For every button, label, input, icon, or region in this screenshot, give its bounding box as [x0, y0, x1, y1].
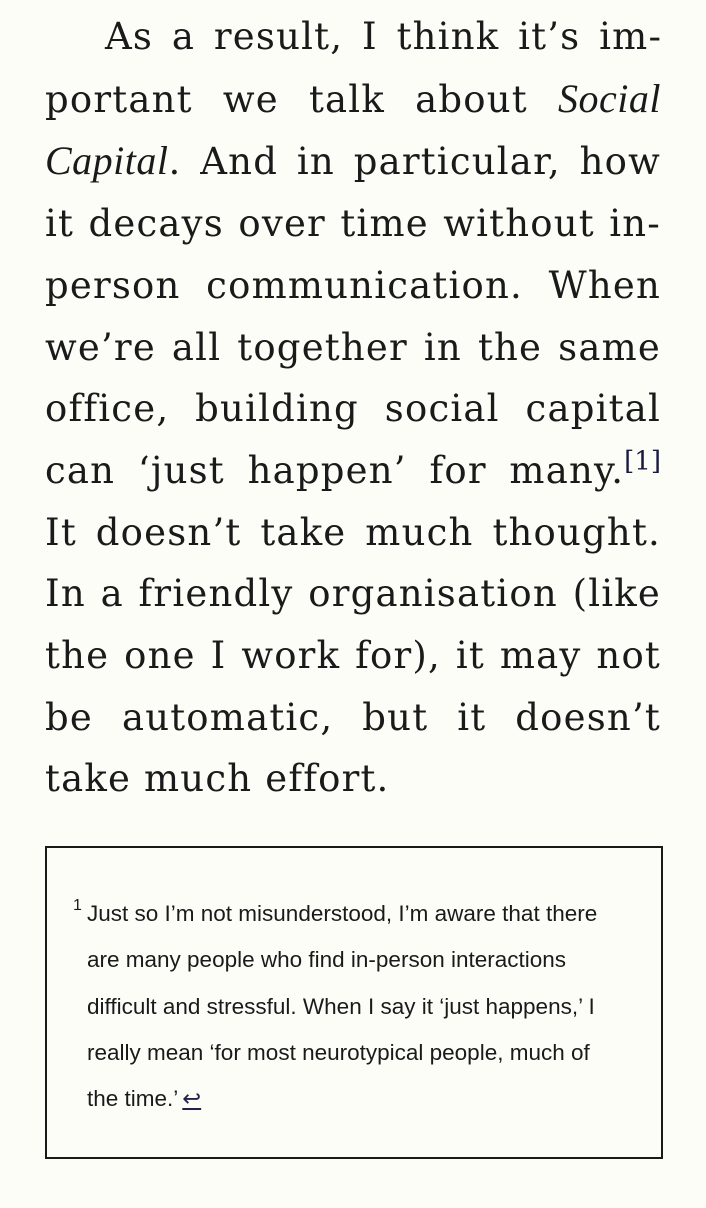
footnote-number: 1: [73, 897, 82, 914]
footnote: [73, 891, 617, 1122]
paragraph-text-start: As a result, I think it’s important we talk about: [45, 15, 661, 121]
paragraph-text-middle: . And in particular, how it decays over time without in-person communication. When we’re all together in the same office, building social capital can ‘just happen’ for many.: [45, 140, 661, 492]
footnote-box: [45, 846, 663, 1159]
footnote-reference-link[interactable]: [1]: [624, 446, 661, 477]
paragraph-text-end: It doesn’t take much thought. In a friendly organisation (like the one I work for), it may not be automatic, but it doesn’t take much effort.: [45, 510, 661, 801]
social-capital-term: Social Capital: [45, 75, 661, 184]
article-paragraph: [45, 6, 661, 810]
footnote-backref-icon[interactable]: ↩: [182, 1086, 202, 1112]
footnote-text: Just so I’m not misunderstood, I’m aware that there are many people who find in-person interactions difficult and stressful. When I say it ‘just happens,’ I really mean ‘for most neurotypical people, much of the time.’: [87, 901, 598, 1112]
